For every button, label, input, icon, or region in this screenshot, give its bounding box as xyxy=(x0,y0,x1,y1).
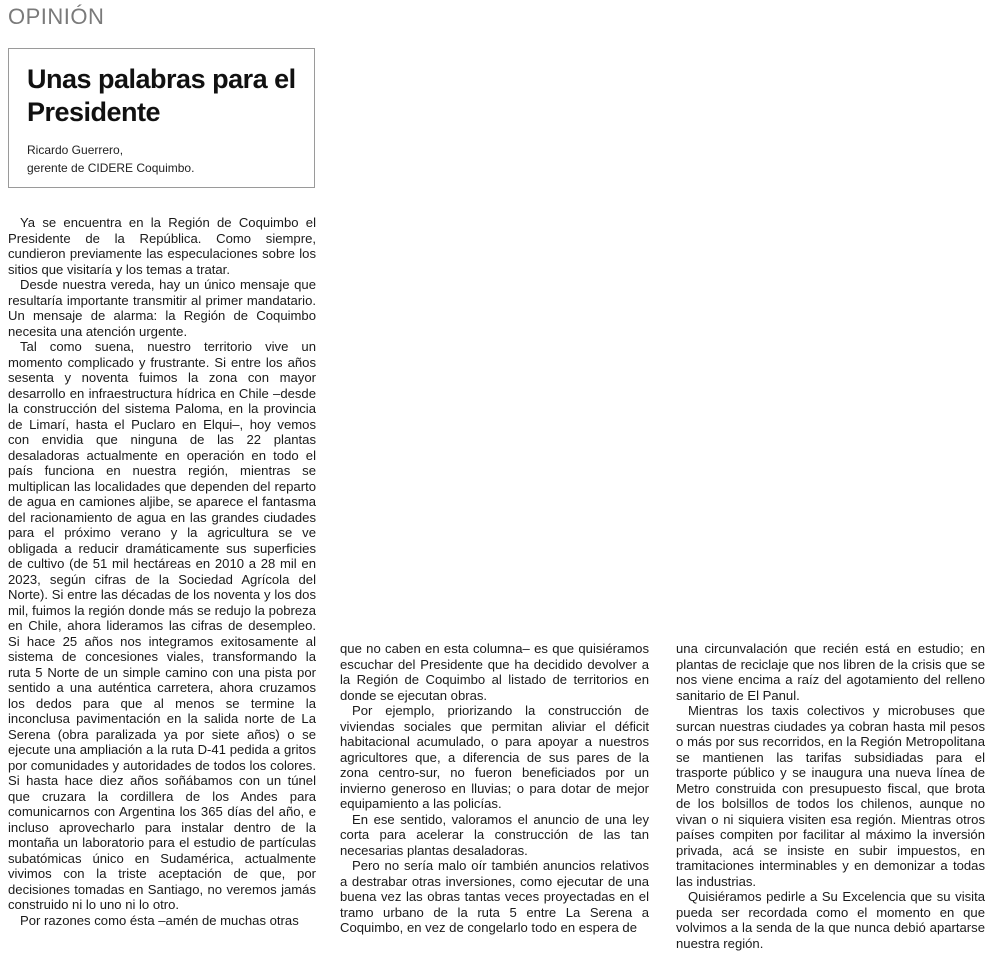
paragraph: Pero no sería malo oír también anuncios relativos a destrabar otras inversiones, como ejecutar de una buena vez las obras tantas veces proyectadas en el tramo urbano de la ruta 5 entre La Serena a Coquimbo, en vez de congelarlo todo en espera de xyxy=(340,858,649,935)
paragraph: En ese sentido, valoramos el anuncio de una ley corta para acelerar la construcción de las tan necesarias plantas desaladoras. xyxy=(340,811,649,858)
article-column-3 xyxy=(676,641,985,951)
paragraph: Mientras los taxis colectivos y microbuses que surcan nuestras ciudades ya cobran hasta mil pesos o más por sus recorridos, en la Región Metropolitana se mantienen las tarifas subsidiadas para el trasporte público y se inaugura una nueva línea de Metro construida con presupuesto fiscal, que brota de los bolsillos de todos los chilenos, aunque no vivan o ni siquiera visiten esa región. Mientras otros países compiten por facilitar al máximo la inversión privada, acá se insiste en subir impuestos, en tramitaciones interminables y en demonizar a todas las industrias. xyxy=(676,703,985,889)
article-title: Unas palabras para el Presidente xyxy=(27,64,296,127)
paragraph: que no caben en esta columna– es que quisiéramos escuchar del Presidente que ha decidido devolver a la Región de Coquimbo al listado de territorios en donde se ejecutan obras. xyxy=(340,641,649,703)
author-name: Ricardo Guerrero, xyxy=(27,143,124,157)
headline-box xyxy=(8,48,315,188)
paragraph: Ya se encuentra en la Región de Coquimbo el Presidente de la República. Como siempre, cundieron previamente las especulaciones sobre los sitios que visitaría y los temas a tratar. xyxy=(8,215,316,277)
paragraph: una circunvalación que recién está en estudio; en plantas de reciclaje que nos libren de la crisis que se nos viene encima a raíz del agotamiento del relleno sanitario de El Panul. xyxy=(676,641,985,703)
paragraph: Por ejemplo, priorizando la construcción de viviendas sociales que permitan aliviar el déficit habitacional acumulado, o para apoyar a nuestros agricultores que, a diferencia de sus pares de la zona centro-sur, no fueron beneficiados por un invierno generoso en lluvias; o para dotar de mejor equipamiento a las policías. xyxy=(340,703,649,811)
author-role: gerente de CIDERE Coquimbo. xyxy=(27,161,195,175)
section-label: OPINIÓN xyxy=(8,4,105,29)
paragraph: Tal como suena, nuestro territorio vive un momento complicado y frustrante. Si entre los años sesenta y noventa fuimos la zona con mayor desarrollo en infraestructura hídrica en Chile –desde la construcción del sistema Paloma, en la provincia de Limarí, hasta el Puclaro en Elqui–, hoy vemos con envidia que ninguna de las 22 plantas desaladoras actualmente en operación en todo el país funciona en nuestra región, mientras se multiplican las localidades que dependen del reparto de agua en camiones aljibe, se aparece el fantasma del racionamiento de agua en las grandes ciudades para el próximo verano y la agricultura se ve obligada a reducir dramáticamente sus superficies de cultivo (de 51 mil hectáreas en 2010 a 28 mil en 2023, según cifras de la Sociedad Agrícola del Norte). Si entre las décadas de los noventa y los dos mil, fuimos la región donde más se redujo la pobreza en Chile, ahora lideramos las cifras de desempleo. Si hace 25 años nos integramos exitosamente al sistema de concesiones viales, transformando la ruta 5 Norte de un simple camino con una pista por sentido a una auténtica carretera, ahora cruzamos los dedos para que al menos se termine la inconclusa pavimentación en la salida norte de La Serena (obra paralizada ya por siete años) o se ejecute una ampliación a la ruta D-41 pedida a gritos por comunidades y autoridades de todos los colores. Si hasta hace diez años soñábamos con un túnel que cruzara la cordillera de los Andes para comunicarnos con Argentina los 365 días del año, e incluso aprovecharlo para instalar dentro de la montaña un laboratorio para el estudio de partículas subatómicas único en Sudamérica, actualmente vivimos con la triste aceptación de que, por decisiones tomadas en Santiago, no veremos jamás construido ni lo uno ni lo otro. xyxy=(8,339,316,912)
article-column-1 xyxy=(8,215,316,928)
article-column-2 xyxy=(340,641,649,936)
paragraph: Por razones como ésta –amén de muchas otras xyxy=(20,912,299,928)
paragraph: Quisiéramos pedirle a Su Excelencia que su visita pueda ser recordada como el momento en que volvimos a la senda de la que nunca debió apartarse nuestra región. xyxy=(676,889,985,951)
byline xyxy=(27,141,194,177)
paragraph: Desde nuestra vereda, hay un único mensaje que resultaría importante transmitir al primer mandatario. Un mensaje de alarma: la Región de Coquimbo necesita una atención urgente. xyxy=(8,277,316,339)
